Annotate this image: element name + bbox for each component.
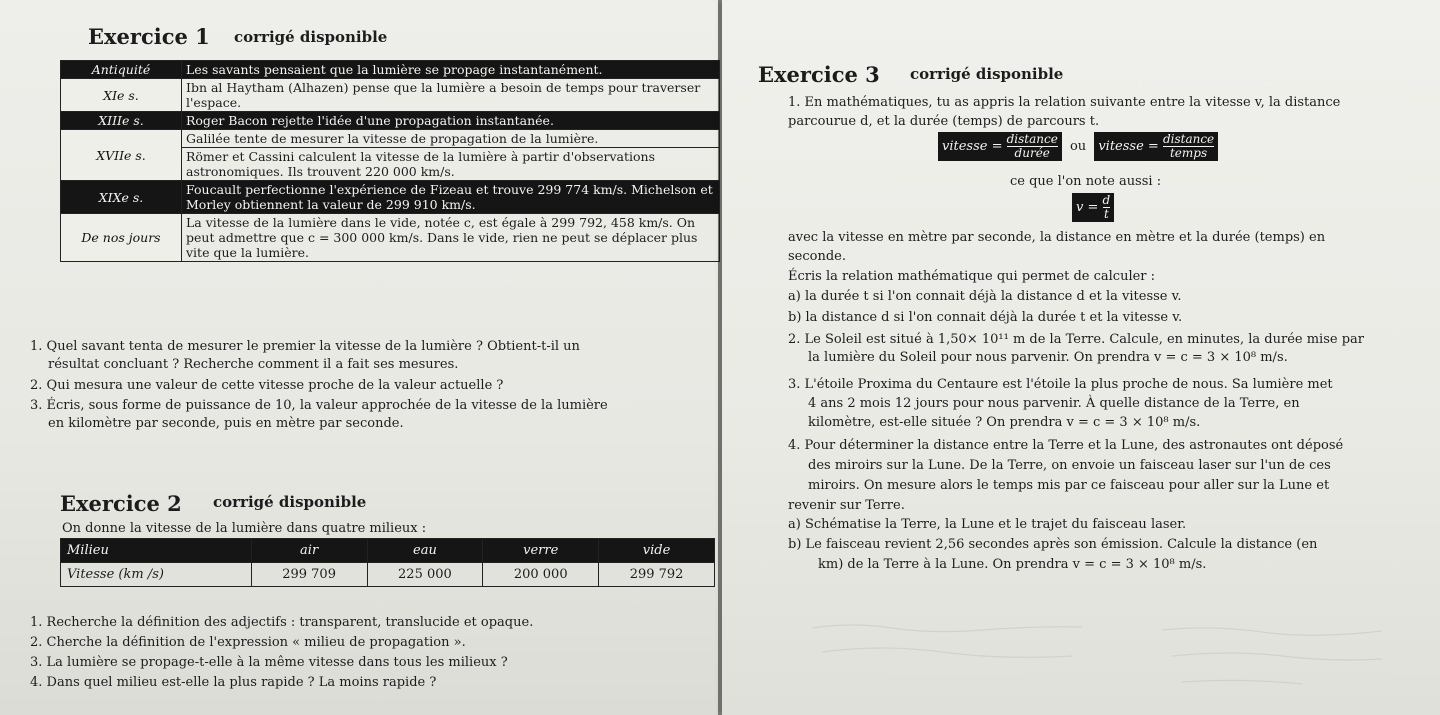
- table-row: [61, 130, 720, 148]
- row-label-cell: Vitesse (km /s): [61, 563, 252, 587]
- era-cell: Antiquité: [61, 61, 182, 79]
- ex1-q2: 2. Qui mesura une valeur de cette vitesse proche de la valeur actuelle ?: [30, 378, 504, 393]
- ex3-b: b) la distance d si l'on connait déjà la durée t et la vitesse v.: [788, 310, 1183, 325]
- value-cell: 299 792: [599, 563, 715, 587]
- ex2-q3: 3. La lumière se propage-t-elle à la même vitesse dans tous les milieux ?: [30, 655, 508, 670]
- ex3-q4e: a) Schématise la Terre, la Lune et le trajet du faisceau laser.: [788, 517, 1187, 532]
- ex3-q4c: miroirs. On mesure alors le temps mis par ce faisceau pour aller sur la Lune et: [808, 478, 1330, 493]
- formula-2: [1094, 132, 1218, 161]
- ex3-note: ce que l'on note aussi :: [1010, 174, 1162, 189]
- numerator: distance: [1006, 132, 1058, 146]
- event-cell: Galilée tente de mesurer la vitesse de propagation de la lumière.: [182, 130, 720, 148]
- value-cell: 299 709: [251, 563, 367, 587]
- formula-1-left: vitesse =: [942, 139, 1003, 154]
- value-cell: 200 000: [483, 563, 599, 587]
- era-cell: XIXe s.: [61, 181, 182, 214]
- right-page: [722, 0, 1440, 715]
- value-cell: 225 000: [367, 563, 483, 587]
- formula-1: [938, 132, 1062, 161]
- era-cell: XIe s.: [61, 79, 182, 112]
- ex3-line3: avec la vitesse en mètre par seconde, la distance en mètre et la durée (temps) en: [788, 230, 1326, 245]
- table-row: [61, 214, 720, 262]
- ex2-q1: 1. Recherche la définition des adjectifs : transparent, translucide et opaque.: [30, 615, 534, 630]
- header-cell: eau: [367, 539, 483, 563]
- table-row: [61, 181, 720, 214]
- ex2-q2: 2. Cherche la définition de l'expression « milieu de propagation ».: [30, 635, 466, 650]
- ex3-line4: seconde.: [788, 249, 846, 264]
- era-cell: De nos jours: [61, 214, 182, 262]
- ex1-q3b: en kilomètre par seconde, puis en mètre par seconde.: [48, 416, 404, 431]
- ex3-q3c: kilomètre, est-elle située ? On prendra v = c = 3 × 10⁸ m/s.: [808, 415, 1201, 430]
- header-cell: air: [251, 539, 367, 563]
- ex3-line1: 1. En mathématiques, tu as appris la relation suivante entre la vitesse v, la distance: [788, 95, 1341, 110]
- event-cell: Römer et Cassini calculent la vitesse de la lumière à partir d'observations astronomiques. Ils trouvent 220 000 km/s.: [182, 148, 720, 181]
- fraction: [1163, 133, 1214, 160]
- denominator: temps: [1169, 146, 1208, 160]
- formula-3-left: v =: [1076, 200, 1099, 215]
- ex3-q4b: des miroirs sur la Lune. De la Terre, on envoie un faisceau laser sur l'un de ces: [808, 458, 1331, 473]
- fraction: [1007, 133, 1058, 160]
- ex3-q3b: 4 ans 2 mois 12 jours pour nous parvenir. À quelle distance de la Terre, en: [808, 396, 1300, 411]
- ex3-q4d: revenir sur Terre.: [788, 498, 905, 513]
- ex3-a: a) la durée t si l'on connait déjà la distance d et la vitesse v.: [788, 289, 1182, 304]
- header-cell: vide: [599, 539, 715, 563]
- ex3-title: Exercice 3: [758, 62, 880, 87]
- table-row: [61, 539, 715, 563]
- ex3-q2b: la lumière du Soleil pour nous parvenir. On prendra v = c = 3 × 10⁸ m/s.: [808, 350, 1288, 365]
- history-table: [60, 60, 720, 262]
- numerator: distance: [1162, 132, 1215, 146]
- event-cell: Foucault perfectionne l'expérience de Fizeau et trouve 299 774 km/s. Michelson et Morley obtiennent la valeur de 299 910 km/s.: [182, 181, 720, 214]
- speed-table: [60, 538, 715, 587]
- ex3-subtitle: corrigé disponible: [910, 65, 1064, 83]
- numerator: d: [1102, 193, 1111, 207]
- ex2-q4: 4. Dans quel milieu est-elle la plus rapide ? La moins rapide ?: [30, 675, 437, 690]
- ex3-q3a: 3. L'étoile Proxima du Centaure est l'étoile la plus proche de nous. Sa lumière met: [788, 377, 1333, 392]
- event-cell: Roger Bacon rejette l'idée d'une propagation instantanée.: [182, 112, 720, 130]
- ex3-line5: Écris la relation mathématique qui permet de calculer :: [788, 269, 1156, 284]
- ex2-title: Exercice 2: [60, 491, 182, 516]
- event-cell: Les savants pensaient que la lumière se propage instantanément.: [182, 61, 720, 79]
- ex1-q1b: résultat concluant ? Recherche comment il a fait ses mesures.: [48, 357, 459, 372]
- ex1-subtitle: corrigé disponible: [234, 28, 388, 46]
- ex3-q4g: km) de la Terre à la Lune. On prendra v = c = 3 × 10⁸ m/s.: [818, 557, 1207, 572]
- table-row: [61, 563, 715, 587]
- formula-row: [938, 132, 1218, 161]
- ex3-line2: parcourue d, et la durée (temps) de parcours t.: [788, 114, 1100, 129]
- era-cell: XIIIe s.: [61, 112, 182, 130]
- ex1-q3: 3. Écris, sous forme de puissance de 10, la valeur approchée de la vitesse de la lumière: [30, 398, 608, 413]
- formula-3: [1072, 193, 1114, 222]
- table-row: [61, 112, 720, 130]
- event-cell: La vitesse de la lumière dans le vide, notée c, est égale à 299 792, 458 km/s. On peut admettre que c = 300 000 km/s. Dans le vide, rien ne peut se déplacer plus vite que la lumière.: [182, 214, 720, 262]
- or-word: ou: [1069, 139, 1087, 154]
- fraction: [1103, 194, 1111, 221]
- era-cell: XVIIe s.: [61, 130, 182, 181]
- bleed-through-marks: [782, 610, 1422, 710]
- formula-2-left: vitesse =: [1098, 139, 1159, 154]
- ex2-subtitle: corrigé disponible: [213, 493, 367, 511]
- ex1-q1: 1. Quel savant tenta de mesurer le premier la vitesse de la lumière ? Obtient-t-il un: [30, 339, 580, 354]
- ex3-q4a: 4. Pour déterminer la distance entre la Terre et la Lune, des astronautes ont déposé: [788, 438, 1344, 453]
- header-cell: verre: [483, 539, 599, 563]
- formula-3-box: [1072, 193, 1114, 222]
- denominator: t: [1103, 207, 1109, 221]
- ex2-intro: On donne la vitesse de la lumière dans quatre milieux :: [62, 521, 427, 536]
- ex3-q4f: b) Le faisceau revient 2,56 secondes après son émission. Calcule la distance (en: [788, 537, 1318, 552]
- table-row: [61, 61, 720, 79]
- event-cell: Ibn al Haytham (Alhazen) pense que la lumière a besoin de temps pour traverser l'espace.: [182, 79, 720, 112]
- denominator: durée: [1014, 146, 1050, 160]
- left-page: [0, 0, 718, 715]
- ex1-title: Exercice 1: [88, 24, 210, 49]
- table-row: [61, 79, 720, 112]
- ex3-q2a: 2. Le Soleil est situé à 1,50× 10¹¹ m de la Terre. Calcule, en minutes, la durée mise par: [788, 332, 1364, 347]
- header-cell: Milieu: [61, 539, 252, 563]
